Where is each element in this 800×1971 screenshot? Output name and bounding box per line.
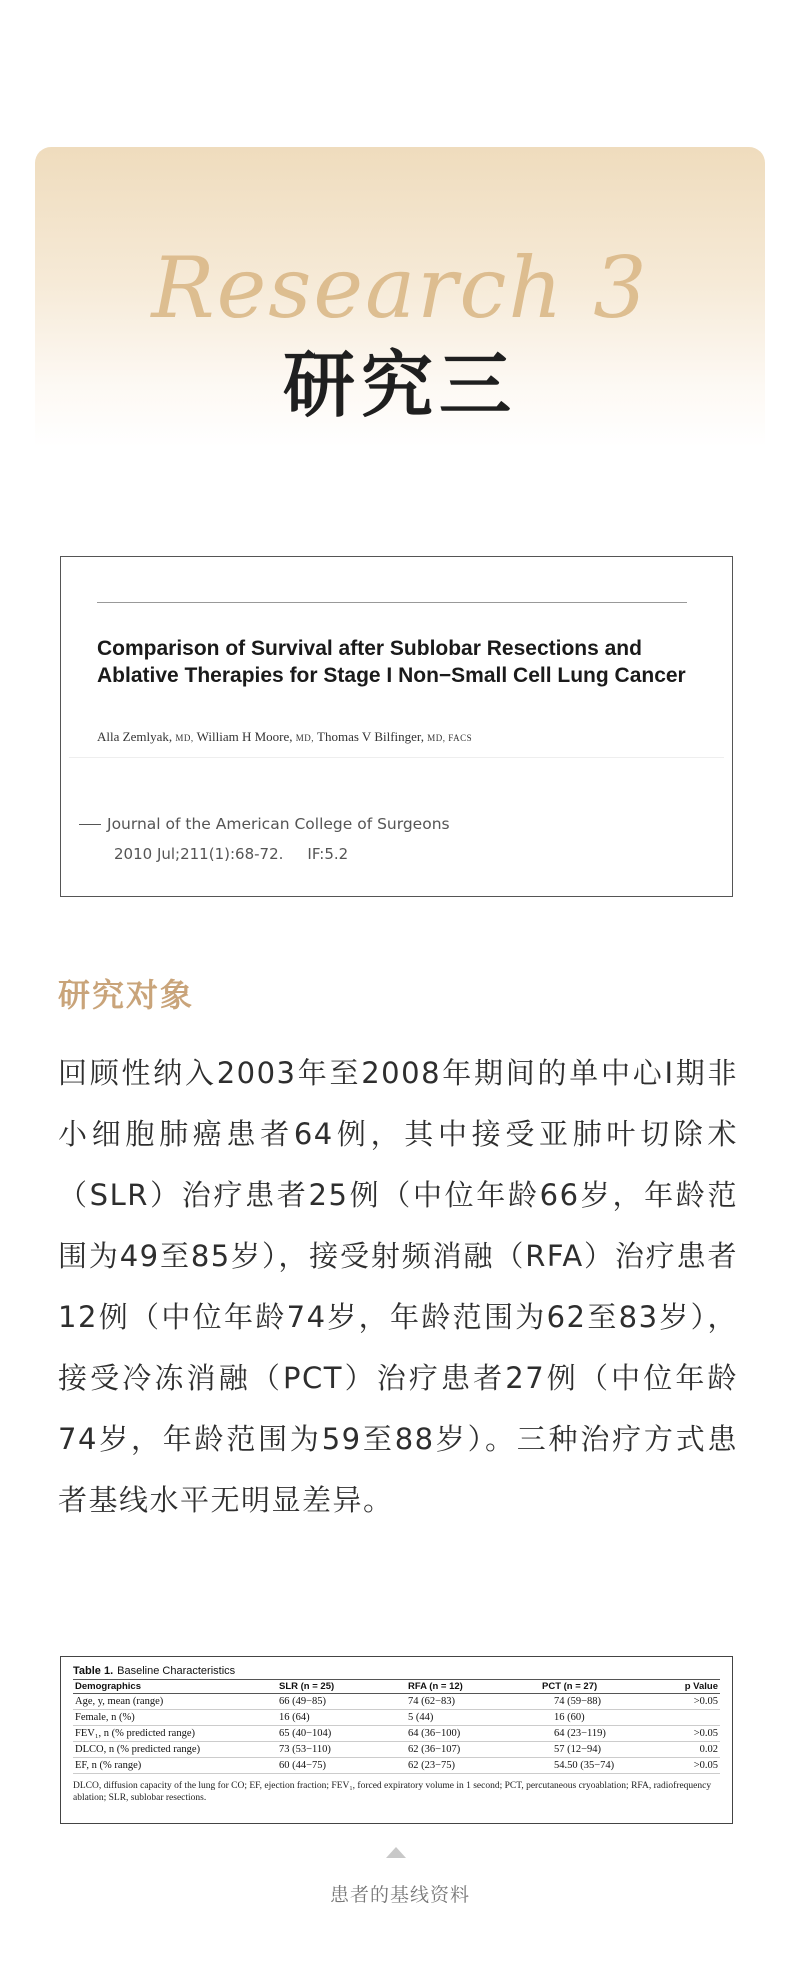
column-header: Demographics <box>73 1680 277 1694</box>
author-name: William H Moore, <box>196 729 293 744</box>
table-cell: Age, y, mean (range) <box>73 1694 277 1710</box>
table-cell: 54.50 (35−74) <box>540 1758 676 1774</box>
table-row <box>73 1742 720 1758</box>
paper-divider <box>69 757 724 758</box>
journal-name <box>79 815 450 833</box>
table-cell: 5 (44) <box>406 1710 540 1726</box>
column-header: PCT (n = 27) <box>540 1680 676 1694</box>
table-row <box>73 1758 720 1774</box>
table-cell: 57 (12−94) <box>540 1742 676 1758</box>
column-header: p Value <box>676 1680 720 1694</box>
table-footnote: DLCO, diffusion capacity of the lung for CO; EF, ejection fraction; FEV₁, forced expiratory volume in 1 second; PCT, percutaneous cryoablation; RFA, radiofrequency ablation; SLR, sublobar resections. <box>73 1781 712 1803</box>
dash-icon <box>79 824 101 825</box>
author-degree: MD, FACS <box>427 733 473 743</box>
paper-card <box>60 556 733 897</box>
baseline-table-card <box>60 1656 733 1824</box>
table-cell: 60 (44−75) <box>277 1758 406 1774</box>
author-degree: MD, <box>295 733 315 743</box>
header-banner <box>35 147 765 447</box>
table-cell: 74 (59−88) <box>540 1694 676 1710</box>
column-header: RFA (n = 12) <box>406 1680 540 1694</box>
table-cell: 62 (23−75) <box>406 1758 540 1774</box>
banner-script-title: Research 3 <box>151 239 649 337</box>
table-cell: 64 (36−100) <box>406 1726 540 1742</box>
table-cell: 65 (40−104) <box>277 1726 406 1742</box>
table-row <box>73 1726 720 1742</box>
table-header-row <box>73 1680 720 1694</box>
table-cell: 66 (49−85) <box>277 1694 406 1710</box>
table-cell <box>676 1710 720 1726</box>
paper-top-rule <box>97 602 687 603</box>
banner-title: 研究三 <box>282 342 517 427</box>
table-cell: >0.05 <box>676 1726 720 1742</box>
table-cell: >0.05 <box>676 1694 720 1710</box>
baseline-table <box>73 1679 720 1774</box>
table-label: Table 1. <box>73 1665 114 1677</box>
table-cell: 64 (23−119) <box>540 1726 676 1742</box>
table-caption <box>73 1665 720 1677</box>
table-cell: 16 (60) <box>540 1710 676 1726</box>
table-cell: 73 (53−110) <box>277 1742 406 1758</box>
table-cell: >0.05 <box>676 1758 720 1774</box>
study-description: 回顾性纳入2003年至2008年期间的单中心I期非小细胞肺癌患者64例，其中接受亚肺叶切除术（SLR）治疗患者25例（中位年龄66岁，年龄范围为49至85岁），接受射频消融（RFA）治疗患者12例（中位年龄74岁，年龄范围为62至83岁），接受冷冻消融（PCT）治疗患者27例（中位年龄74岁，年龄范围为59至88岁）。三种治疗方式患者基线水平无明显差异。 <box>58 1056 738 1517</box>
citation-text: 2010 Jul;211(1):68-72. <box>114 845 284 863</box>
table-cell: 0.02 <box>676 1742 720 1758</box>
section-heading: 研究对象 <box>58 976 195 1014</box>
journal-citation <box>114 845 348 863</box>
table-cell: EF, n (% range) <box>73 1758 277 1774</box>
table-cell: 74 (62−83) <box>406 1694 540 1710</box>
table-cell: 62 (36−107) <box>406 1742 540 1758</box>
paper-authors <box>97 729 472 745</box>
author-name: Thomas V Bilfinger, <box>317 729 424 744</box>
table-cell: Female, n (%) <box>73 1710 277 1726</box>
triangle-up-icon <box>386 1847 406 1858</box>
table-cell: FEV₁, n (% predicted range) <box>73 1726 277 1742</box>
journal-name-text: Journal of the American College of Surgeons <box>107 815 450 833</box>
impact-factor: IF:5.2 <box>307 845 349 863</box>
author-name: Alla Zemlyak, <box>97 729 173 744</box>
table-cell: 16 (64) <box>277 1710 406 1726</box>
paper-title: Comparison of Survival after Sublobar Resections and Ablative Therapies for Stage I Non−Small Cell Lung Cancer <box>97 637 686 687</box>
table-title: Baseline Characteristics <box>117 1665 236 1677</box>
table-cell: DLCO, n (% predicted range) <box>73 1742 277 1758</box>
table-row <box>73 1694 720 1710</box>
author-degree: MD, <box>175 733 194 743</box>
figure-caption: 患者的基线资料 <box>329 1884 470 1906</box>
column-header: SLR (n = 25) <box>277 1680 406 1694</box>
table-row <box>73 1710 720 1726</box>
